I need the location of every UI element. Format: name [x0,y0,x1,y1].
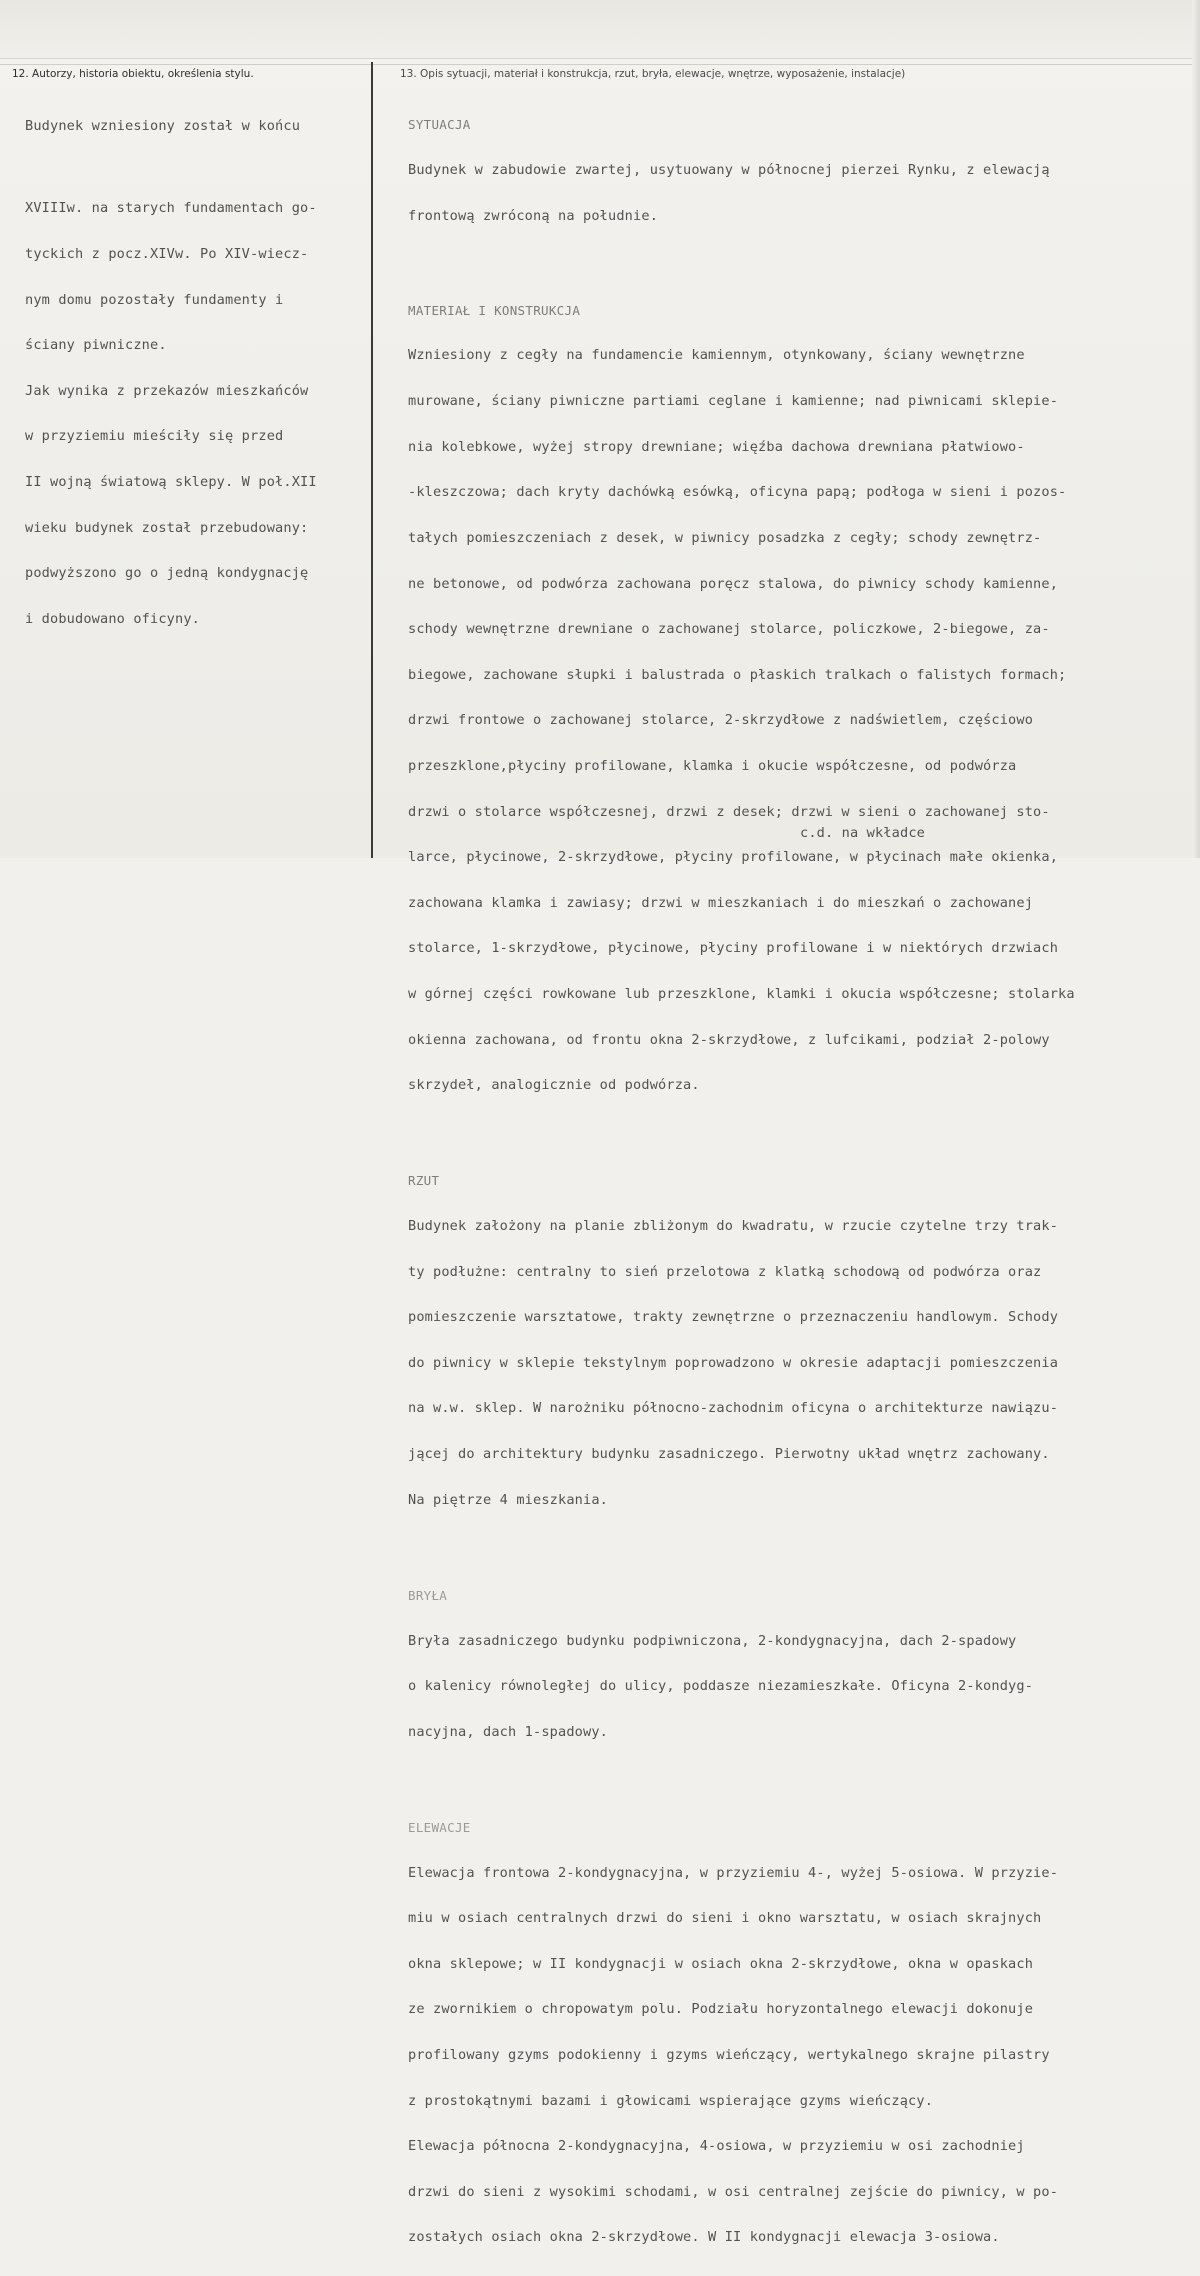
text-line: tyckich z pocz.XIVw. Po XIV-wiecz- [25,246,309,263]
text-line: Elewacja frontowa 2-kondygnacyjna, w przyziemiu 4-, wyżej 5-osiowa. W przyzie- [408,1864,1059,1881]
section-title-rzut: RZUT [408,1173,440,1189]
text-line: nym domu pozostały fundamenty i [25,291,284,308]
right-column-heading: 13. Opis sytuacji, materiał i konstrukcja, rzut, bryła, elewacje, wnętrze, wyposażenie, instalacje) [400,68,906,80]
text-line: murowane, ściany piwniczne partiami ceglane i kamienne; nad piwnicami sklepie- [408,393,1059,410]
text-line: z prostokątnymi bazami i głowicami wspierające gzyms wieńczący. [408,2092,934,2109]
text-line: miu w osiach centralnych drzwi do sieni i okno warsztatu, w osiach skrajnych [408,1910,1042,1927]
text-line: Bryła zasadniczego budynku podpiwniczona, 2-kondygnacyjna, dach 2-spadowy [408,1632,1017,1649]
header-rule [0,64,1192,65]
section-title-material: MATERIAŁ I KONSTRUKCJA [408,302,581,318]
text-line: nia kolebkowe, wyżej stropy drewniane; więźba dachowa drewniana płatwiowo- [408,438,1025,455]
text-line: okna sklepowe; w II kondygnacji w osiach okna 2-skrzydłowe, okna w opaskach [408,1955,1034,1972]
description-text [408,87,1075,2276]
continuation-note: c.d. na wkładce [800,825,926,841]
text-line: Budynek w zabudowie zwartej, usytuowany w północnej pierzei Rynku, z elewacją [408,162,1050,179]
text-line: stolarce, 1-skrzydłowe, płycinowe, płyciny profilowane i w niektórych drzwiach [408,940,1059,957]
section-title-sytuacja: SYTUACJA [408,117,471,133]
text-line: Elewacja północna 2-kondygnacyjna, 4-osiowa, w przyziemiu w osi zachodniej [408,2138,1025,2155]
text-line: ne betonowe, od podwórza zachowana poręcz stalowa, do piwnicy schody kamienne, [408,575,1059,592]
history-text [25,89,317,658]
text-line: skrzydeł, analogicznie od podwórza. [408,1077,700,1094]
text-line: zostałych osiach okna 2-skrzydłowe. W II kondygnacji elewacja 3-osiowa. [408,2229,1000,2246]
text-line: profilowany gzyms podokienny i gzyms wieńczący, wertykalnego skrajne pilastry [408,2047,1050,2063]
section-title-elewacje: ELEWACJE [408,1819,471,1835]
text-line: w górnej części rowkowane lub przeszklone, klamki i okucia współczesne; stolarka [408,985,1075,1002]
text-line: przeszklone,płyciny profilowane, klamka i okucie współczesne, od podwórza [408,757,1017,774]
page-edge-shadow [1192,0,1200,858]
text-line: drzwi do sieni z wysokimi schodami, w osi centralnej zejście do piwnicy, w po- [408,2183,1059,2200]
text-line: jącej do architektury budynku zasadniczego. Pierwotny układ wnętrz zachowany. [408,1446,1050,1463]
text-line: ze zwornikiem o chropowatym polu. Podziału horyzontalnego elewacji dokonuje [408,2001,1034,2018]
text-line: II wojną światową sklepy. W poł.XII [25,474,317,491]
left-column-heading: 12. Autorzy, historia obiektu, określenia stylu. [12,68,254,80]
column-divider [371,62,373,858]
text-line: o kalenicy równoległej do ulicy, poddasze niezamieszkałe. Oficyna 2-kondyg- [408,1678,1034,1695]
text-line: na w.w. sklep. W narożniku północno-zachodnim oficyna o architekturze nawiązu- [408,1400,1059,1417]
text-line: nacyjna, dach 1-spadowy. [408,1723,609,1740]
text-line: -kleszczowa; dach kryty dachówką esówką, oficyna papą; podłoga w sieni i pozos- [408,484,1067,501]
text-line: w przyziemiu mieściły się przed [25,428,284,445]
text-line: Wzniesiony z cegły na fundamencie kamiennym, otynkowany, ściany wewnętrzne [408,347,1025,364]
text-line: drzwi o stolarce współczesnej, drzwi z desek; drzwi w sieni o zachowanej sto- [408,803,1050,820]
text-line: zachowana klamka i zawiasy; drzwi w mieszkaniach i do mieszkań o zachowanej [408,894,1034,911]
text-line: Budynek założony na planie zbliżonym do kwadratu, w rzucie czytelne trzy trak- [408,1218,1059,1235]
text-line: podwyższono go o jedną kondygnację [25,565,309,582]
text-line: do piwnicy w sklepie tekstylnym poprowadzono w okresie adaptacji pomieszczenia [408,1354,1059,1371]
text-line: Jak wynika z przekazów mieszkańców [25,382,309,399]
text-line: drzwi frontowe o zachowanej stolarce, 2-skrzydłowe z nadświetlem, częściowo [408,712,1034,729]
text-line: ty podłużne: centralny to sień przelotowa z klatką schodową od podwórza oraz [408,1263,1042,1280]
text-line: XVIIIw. na starych fundamentach go- [25,200,317,217]
text-line: Budynek wzniesiony został w końcu [25,118,301,135]
scan-top-band [0,0,1200,59]
text-line: frontową zwróconą na południe. [408,207,659,224]
text-line: larce, płycinowe, 2-skrzydłowe, płyciny profilowane, w płycinach małe okienka, [408,849,1059,866]
text-line: i dobudowano oficyny. [25,610,201,627]
text-line: pomieszczenie warsztatowe, trakty zewnętrzne o przeznaczeniu handlowym. Schody [408,1309,1059,1326]
text-line: Na piętrze 4 mieszkania. [408,1491,609,1508]
text-line: biegowe, zachowane słupki i balustrada o płaskich tralkach o falistych formach; [408,666,1067,683]
text-line: schody wewnętrzne drewniane o zachowanej stolarce, policzkowe, 2-biegowe, za- [408,621,1050,638]
text-line: wieku budynek został przebudowany: [25,519,309,536]
text-line: okienna zachowana, od frontu okna 2-skrzydłowe, z lufcikami, podział 2-polowy [408,1031,1050,1048]
text-line: tałych pomieszczeniach z desek, w piwnicy posadzka z cegły; schody zewnętrz- [408,529,1042,546]
text-line: ściany piwniczne. [25,337,167,354]
section-title-bryla: BRYŁA [408,1587,448,1603]
